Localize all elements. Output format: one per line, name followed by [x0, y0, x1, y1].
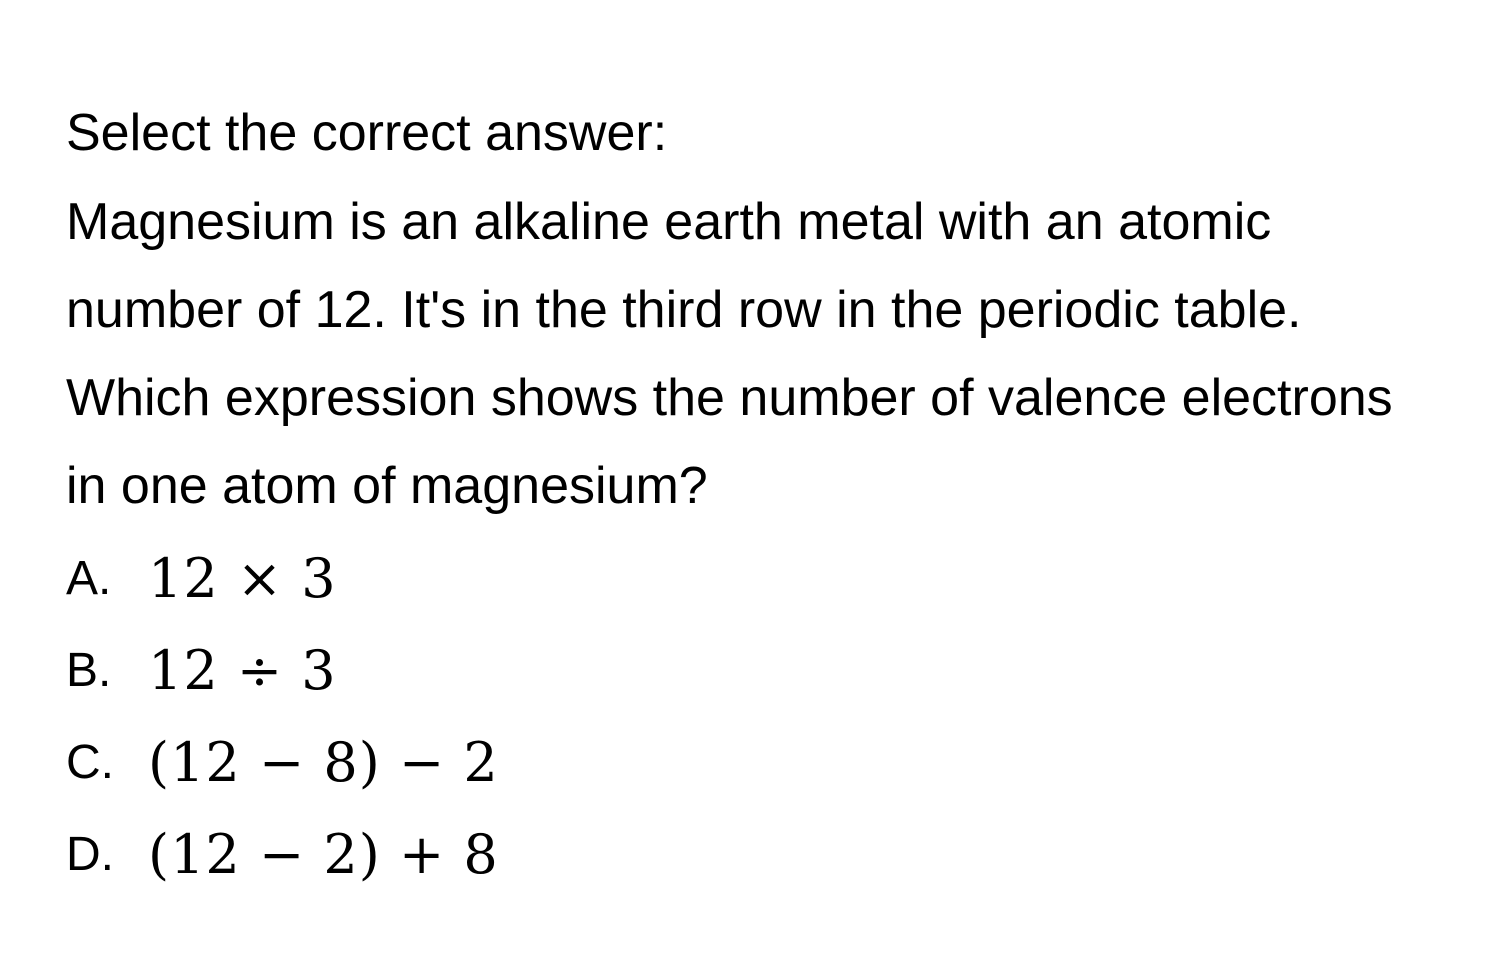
option-a[interactable] — [66, 532, 1466, 624]
option-c[interactable] — [66, 716, 1466, 808]
option-a-expression: 12 × 3 — [148, 546, 337, 610]
instruction-text: Select the correct answer: — [66, 104, 668, 162]
option-d-letter: D. — [66, 827, 114, 881]
option-d-expression: (12 − 2) + 8 — [148, 822, 499, 886]
question-card — [66, 88, 1466, 900]
option-d[interactable] — [66, 808, 1466, 900]
option-b-letter: B. — [66, 643, 112, 697]
option-b[interactable] — [66, 624, 1466, 716]
option-b-expression: 12 ÷ 3 — [148, 638, 337, 702]
answer-options — [66, 532, 1466, 900]
option-c-expression: (12 − 8) − 2 — [148, 730, 499, 794]
question-text: Magnesium is an alkaline earth metal with an atomic number of 12. It's in the third row in the periodic table. Which expression shows the number of valence electrons in one atom of magnesium? — [66, 193, 1393, 515]
option-a-letter: A. — [66, 551, 112, 605]
option-c-letter: C. — [66, 735, 114, 789]
